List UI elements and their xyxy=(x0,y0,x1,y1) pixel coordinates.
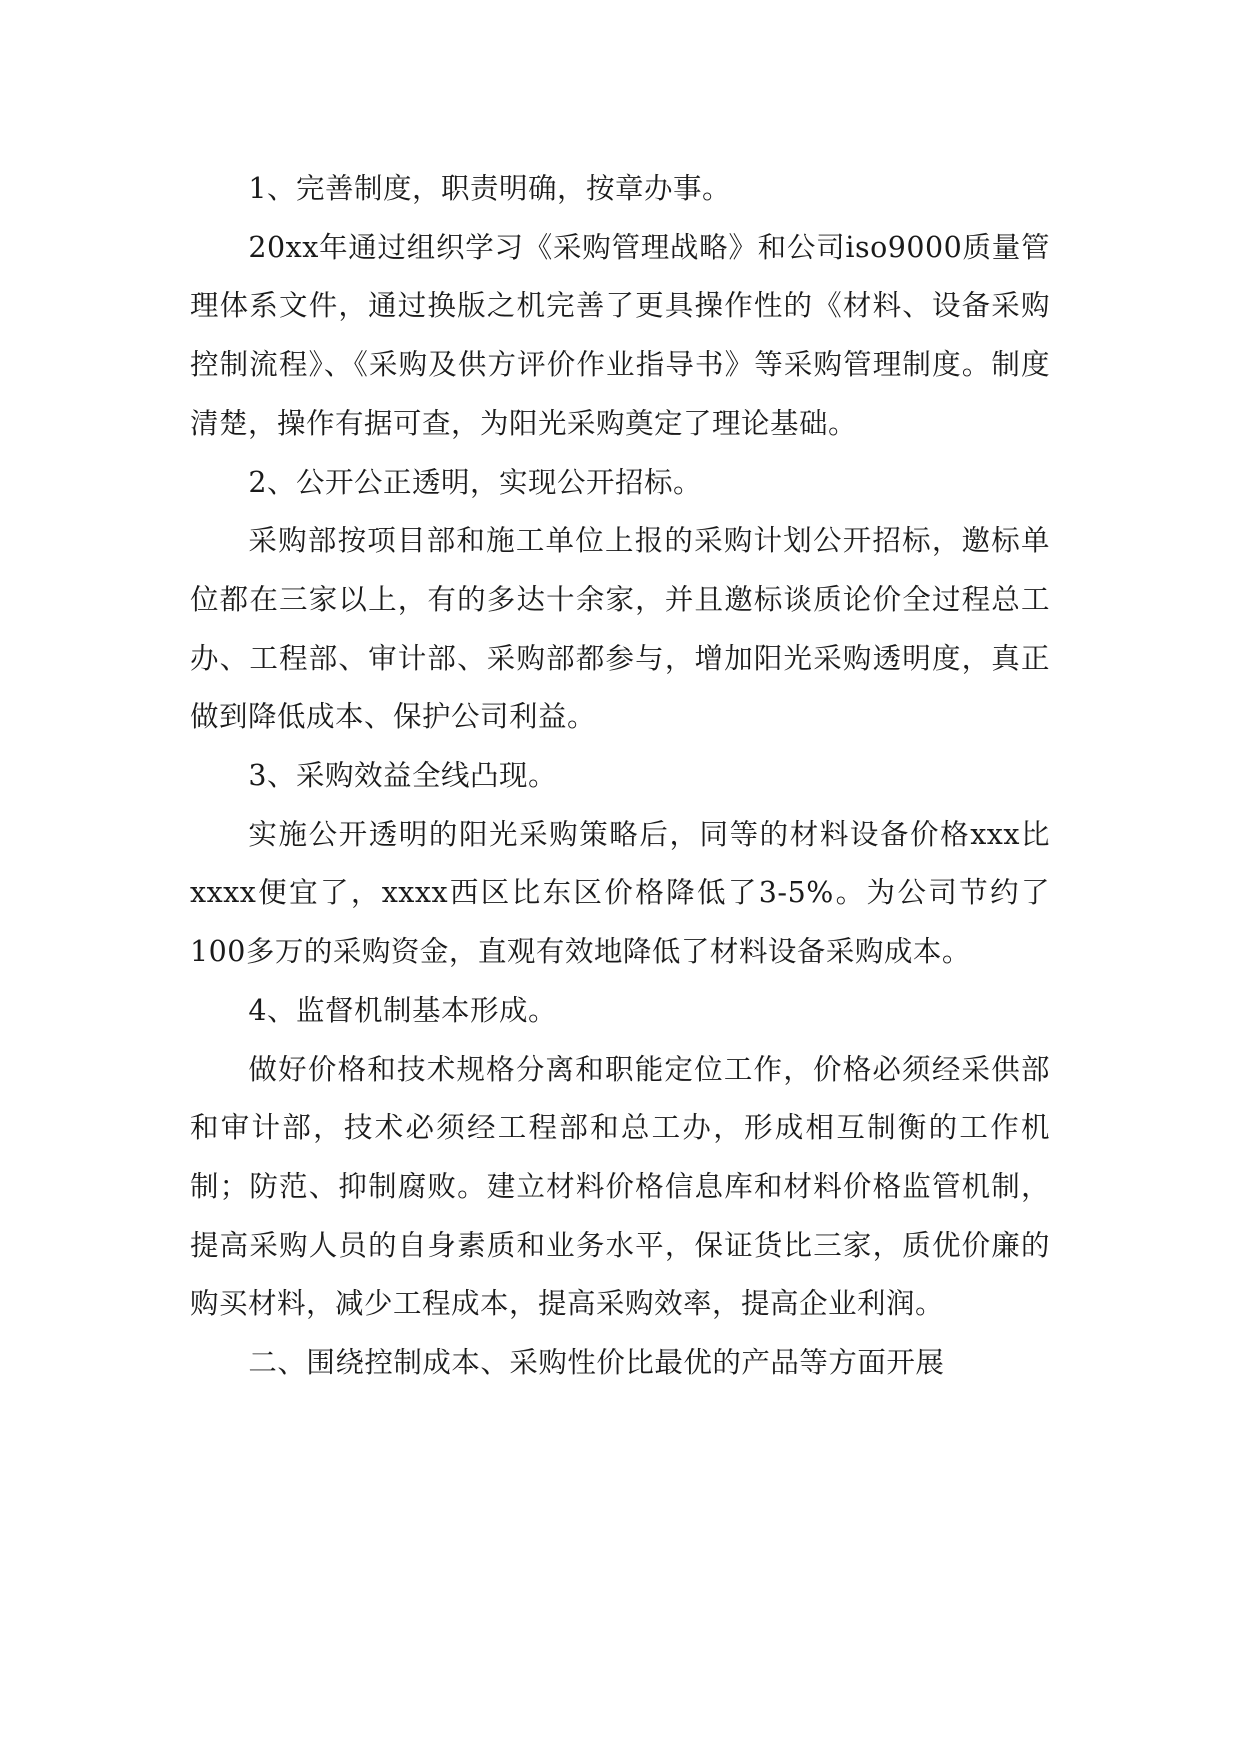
paragraph-3: 实施公开透明的阳光采购策略后，同等的材料设备价格xxx比xxxx便宜了，xxxx西区比东区价格降低了3-5%。为公司节约了100多万的采购资金，直观有效地降低了材料设备采购成本。 xyxy=(190,817,1050,969)
heading-2: 2、公开公正透明，实现公开招标。 xyxy=(248,465,703,499)
paragraph-4: 做好价格和技术规格分离和职能定位工作，价格必须经采供部和审计部，技术必须经工程部和总工办，形成相互制衡的工作机制；防范、抑制腐败。建立材料价格信息库和材料价格监管机制，提高采购人员的自身素质和业务水平，保证货比三家，质优价廉的购买材料，减少工程成本，提高采购效率，提高企业利润。 xyxy=(190,1052,1050,1321)
paragraph-2: 采购部按项目部和施工单位上报的采购计划公开招标，邀标单位都在三家以上，有的多达十余家，并且邀标谈质论价全过程总工办、工程部、审计部、采购部都参与，增加阳光采购透明度，真正做到降低成本、保护公司利益。 xyxy=(190,524,1050,734)
section-heading: 二、围绕控制成本、采购性价比最优的产品等方面开展 xyxy=(248,1346,945,1380)
heading-3: 3、采购效益全线凸现。 xyxy=(248,759,558,793)
heading-1: 1、完善制度，职责明确，按章办事。 xyxy=(248,172,732,205)
heading-4: 4、监督机制基本形成。 xyxy=(248,993,558,1027)
document-body xyxy=(190,160,1050,1393)
paragraph-1: 20xx年通过组织学习《采购管理战略》和公司iso9000质量管理体系文件，通过换版之机完善了更具操作性的《材料、设备采购控制流程》、《采购及供方评价作业指导书》等采购管理制度。制度清楚，操作有据可查，为阳光采购奠定了理论基础。 xyxy=(190,230,1050,440)
